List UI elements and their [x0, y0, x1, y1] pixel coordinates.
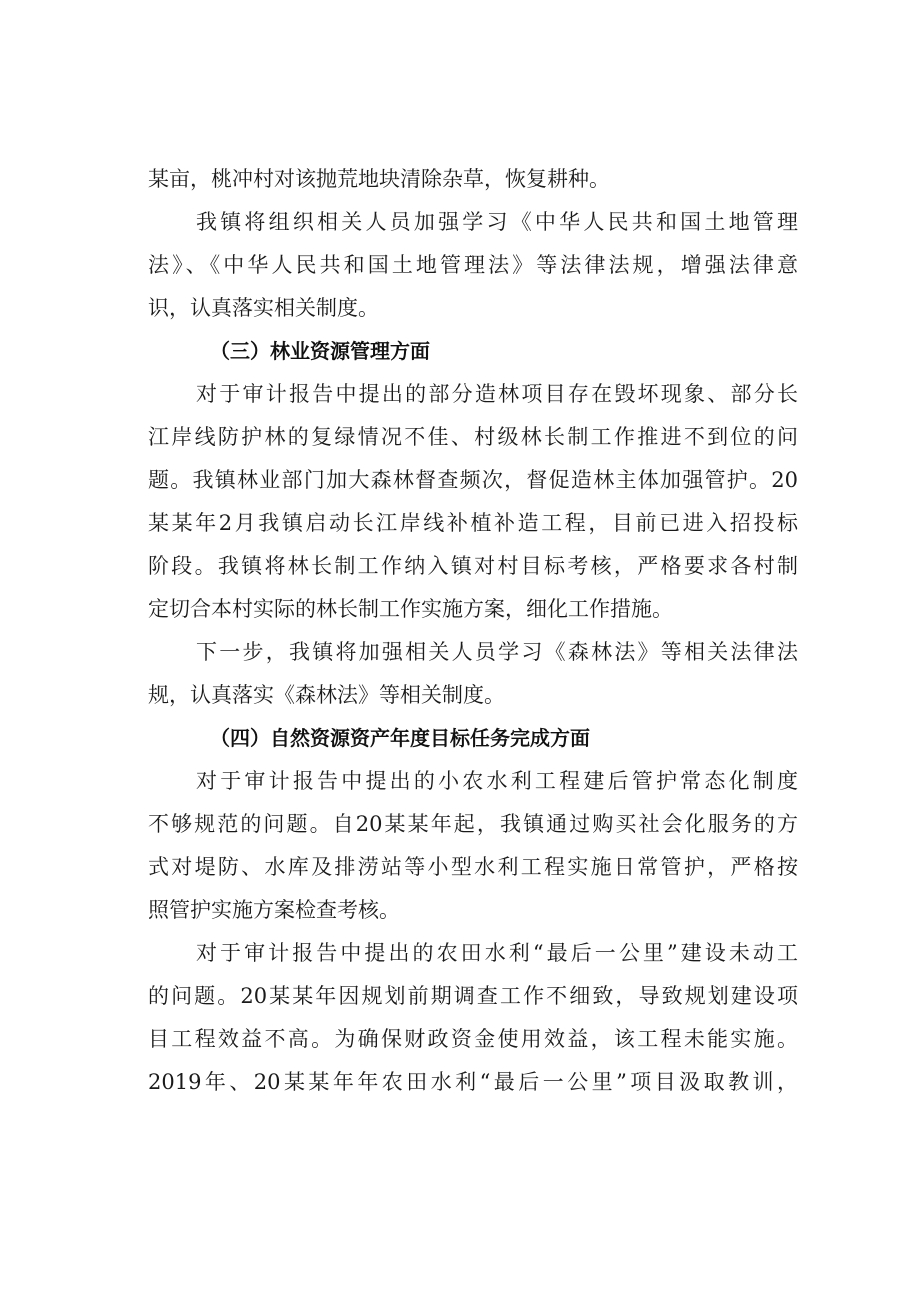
paragraph-line: 照管护实施方案检查考核。 [148, 898, 400, 922]
paragraph-line: 江岸线防护林的复绿情况不佳、村级林长制工作推进不到位的问 [148, 425, 798, 449]
section-heading: （三）林业资源管理方面 [210, 339, 430, 363]
paragraph-line: 式对堤防、水库及排涝站等小型水利工程实施日常管护，严格按 [148, 855, 798, 879]
paragraph-line: 对于审计报告中提出的农田水利“最后一公里”建设未动工 [196, 941, 798, 965]
paragraph-line: 2019年、20某某年年农田水利“最后一公里”项目汲取教训， [148, 1070, 798, 1094]
paragraph-line: 法》、《中华人民共和国土地管理法》等法律法规，增强法律意 [148, 253, 798, 277]
paragraph-line: 某亩，桃冲村对该抛荒地块清除杂草，恢复耕种。 [148, 167, 610, 191]
paragraph-line: 的问题。20某某年因规划前期调查工作不细致，导致规划建设项 [148, 984, 798, 1008]
paragraph-line: 对于审计报告中提出的部分造林项目存在毁坏现象、部分长 [196, 382, 798, 406]
section-heading: （四）自然资源资产年度目标任务完成方面 [210, 726, 590, 750]
paragraph-line: 阶段。我镇将林长制工作纳入镇对村目标考核，严格要求各村制 [148, 554, 798, 578]
paragraph-line: 题。我镇林业部门加大森林督查频次，督促造林主体加强管护。20 [148, 468, 798, 492]
paragraph-line: 对于审计报告中提出的小农水利工程建后管护常态化制度 [196, 769, 798, 793]
paragraph-line: 下一步，我镇将加强相关人员学习《森林法》等相关法律法 [196, 640, 798, 664]
paragraph-line: 目工程效益不高。为确保财政资金使用效益，该工程未能实施。 [148, 1027, 798, 1051]
paragraph-line: 某某年2月我镇启动长江岸线补植补造工程，目前已进入招投标 [148, 511, 798, 535]
paragraph-line: 识，认真落实相关制度。 [148, 296, 379, 320]
paragraph-line: 定切合本村实际的林长制工作实施方案，细化工作措施。 [148, 597, 673, 621]
paragraph-line: 不够规范的问题。自20某某年起，我镇通过购买社会化服务的方 [148, 812, 798, 836]
paragraph-line: 规，认真落实《森林法》等相关制度。 [148, 683, 505, 707]
paragraph-line: 我镇将组织相关人员加强学习《中华人民共和国土地管理 [196, 210, 798, 234]
